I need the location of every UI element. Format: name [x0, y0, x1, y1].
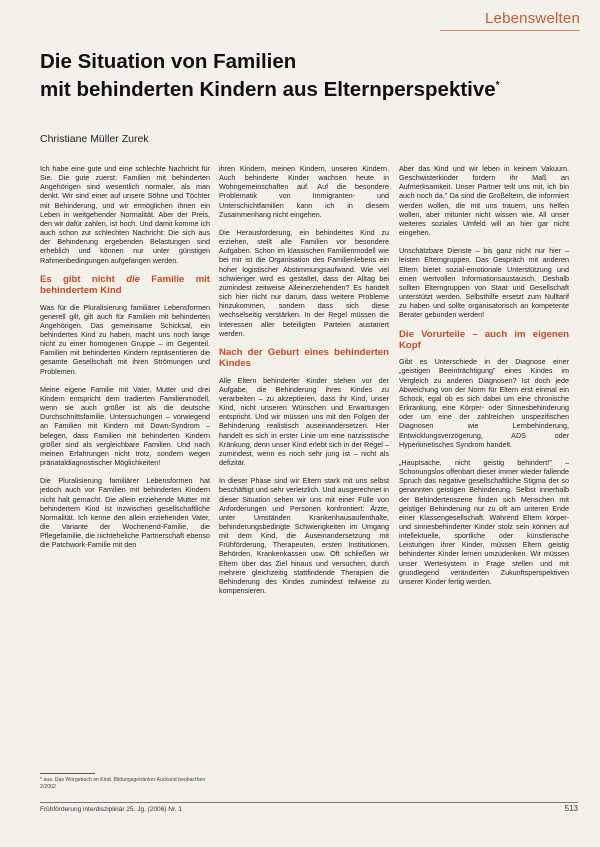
- subheading-emphasis: die: [126, 273, 140, 285]
- text-column-1: [40, 164, 210, 824]
- journal-reference: Frühförderung interdisziplinär 25. Jg. (2006) Nr. 1: [40, 806, 182, 813]
- paragraph: Ich habe eine gute und eine schlechte Nachricht für Sie. Die gute zuerst: Familien mit behinderten Angehörigen sind wesentlich normaler, als man denkt. Wir sind einer auf unsere Söhne und Töchter mit Behinderung, und wir ermöglichen ihnen ein Leben in weitgehender Normalität. Aber der Preis, den wir dafür zahlen, ist hoch. Und damit komme ich auch schon zur schlechten Nachricht: Die sich aus der Behinderung ergebenden Belastungen sind erheblich und können nur unter günstigen Rahmenbedingungen aufgefangen werden.: [40, 164, 210, 265]
- page-number: 513: [564, 804, 578, 813]
- title-line-2: mit behinderten Kindern aus Elternperspektive: [40, 77, 496, 101]
- text-column-3: [399, 164, 569, 824]
- article-title: [40, 50, 580, 102]
- paragraph: Was für die Pluralisierung familiärer Lebensformen generell gilt, gilt auch für Familien mit behinderten Angehörigen. Das gemeinsame Schicksal, ein behindertes Kind zu haben, macht uns noch lange nicht zu einer homogenen Gruppe – im Gegenteil. Familien mit behinderten Kindern repräsentieren die gesamte Gesellschaft mit ihren Strömungen und Problemen.: [40, 302, 210, 376]
- paragraph: „Hauptsache, nicht geistig behindert!" – Schonungslos offenbart dieser immer wieder fallende Spruch das negative gesellschaftliche Stigma der so genannten geistigen Behinderung. Selbst innerhalb der Behindertenszene finden sich Menschen mit geistiger Behinderung nur zu oft am unteren Ende einer Klassengesellschaft. Während Eltern körper- und sinnesbehinderter Kinder stolz sein können auf intellektuelle, sportliche oder künstlerische Leistungen ihrer Kinder, müssen Eltern geistig behinderter Kinder lernen umzudenken. Wir müssen unser Wertesystem in Frage stellen und mit grundlegend veränderten Zukunftsperspektiven unserer Kinder fertig werden.: [399, 457, 569, 586]
- paragraph: ihren Kindern, meinen Kindern, unseren Kindern. Auch behinderte Kinder wachsen heute in Wohngemeinschaften auf. Auf die besondere Problematik von Immigranten- und Unterschichtfamilien kann ich in diesem Zusammenhang nicht eingehen.: [219, 164, 389, 219]
- paragraph: Die Pluralisierung familiärer Lebensformen hat jedoch auch vor Familien mit behinderten Kindern nicht halt gemacht. Die allein erziehende Mutter mit behindertem Kind ist inzwischen gesellschaftliche Normalität. Ich kenne den allein erziehenden Vater, die Variante der Wochenend-Familie, die Pflegefamilie, die nichteheliche Partnerschaft ebenso die Patchwork-Familie mit den: [40, 476, 210, 550]
- paragraph: In dieser Phase sind wir Eltern stark mit uns selbst beschäftigt und sehr verletzlich. Und ausgerechnet in dieser Situation sehen wir uns mit einer Fülle von Anforderungen und Personen konfrontiert: Ärzte, unter Umständen Krankenhausaufenthalte, behinderungsbedingte Schwierigkeiten im Umgang mit dem Kind, die Auseinandersetzung mit Frühförderung, Therapeuten, ersten Institutionen, Behörden, Krankenkassen usw. Oft schließen wir Eltern über das Ziel hinaus und versuchen, durch mehrere gleichzeitig stattfindende Therapien die Behinderung des Kindes zumindest teilweise zu kompensieren.: [219, 476, 389, 596]
- subheading: Nach der Geburt eines behinderten Kindes: [219, 346, 389, 370]
- section-label: Lebenswelten: [485, 10, 580, 27]
- paragraph: Unschätzbare Dienste – bis ganz nicht nur hier – leisten Elterngruppen. Das Gespräch mit anderen Eltern bietet sozial-emotionale Unterstützung und einen wertvollen Informationsaustausch. Deshalb sollten Elterngruppen von Staat und Gesellschaft unterstützt werden. Selbsthilfe ersetzt zum Nulltarif zu haben und sollte organisatorisch an kompetente Berater gebunden werden!: [399, 246, 569, 320]
- title-footnote-mark: *: [495, 80, 500, 91]
- text-column-2: [219, 164, 389, 824]
- subheading-part: Es gibt nicht: [40, 273, 127, 285]
- footnote: * aus: Das Wörgebuch im Kind. Bildungsgetränker Auckand beobacthen 2/2002: [40, 777, 206, 790]
- paragraph: Die Herausforderung, ein behindertes Kind zu erziehen, stellt alle Familien vor besondere Aufgaben. Schon im klassischen Familienmodell wie bei mir ist die Organisation des Familienlebens ein hoher logistischer Abstimmungsaufwand. Wie viel schwieriger wird es gestaltet, dass der Alltag bei zumindest zeitweise Alleinerziehenden? Es handelt sich hier nicht nur darum, dass weitere Probleme hinzukommen, sondern dass sich diese wechselseitig verstärken. In der Regel müssen die Interessen aller beteiligten Parteien austariert werden.: [219, 227, 389, 338]
- author-name: Christiane Müller Zurek: [40, 133, 149, 145]
- subheading: Die Vorurteile – auch im eigenen Kopf: [399, 328, 569, 351]
- subheading: [40, 274, 210, 297]
- title-line-1: Die Situation von Familien: [40, 50, 297, 73]
- paragraph: Gibt es Unterschiede in der Diagnose einer „geistigen Beeinträchtigung" eines Kindes im Vergleich zu anderen Diagnosen? Ist doch jede Abweichung von der Norm für Eltern erst einmal ein Schock, egal ob es sich dabei um eine chronische Erkrankung, eine Körper- oder Sinnesbehinderung oder um eine der zahlreichen unspezifischen Diagnosen wie Lernbehinderung, Entwicklungsverzögerung, ADS oder Hyperkinetisches Syndrom handelt.: [399, 357, 569, 449]
- subheading-part: Familie mit behindertem Kind: [40, 273, 210, 297]
- footnote-rule: [40, 773, 95, 774]
- paragraph: Meine eigene Familie mit Vater, Mutter und drei Kindern entspricht dem tradierten Familienmodell, wenn sie auch größer ist als die deutsche Durchschnittsfamilie. Untersuchungen – vorwiegend an Familien mit Kindern mit Down-Syndrom – belegen, dass Familien mit behinderten Kindern größer sind als vergleichbare Familien. Und nach meinen Erfahrungen nicht trotz, sondern wegen pränataldiagnostischer Möglichkeiten!: [40, 384, 210, 468]
- footer-rule: [40, 802, 578, 803]
- paragraph: Aber das Kind und wir leben in keinem Vakuum. Geschwisterkinder fordern ihr Maß an Aufmerksamkeit. Unser Partner teilt uns mit, ich bin auch noch da." Da sind die Großeltern, die informiert werden wollen, die mit uns trauern, uns helfen wollen, aber mitunter nicht wissen wie. All unser weiteres soziales Umfeld will an hier gar nicht eingehen.: [399, 164, 569, 238]
- paragraph: Alle Eltern behinderter Kinder stehen vor der Aufgabe, die Behinderung ihres Kindes zu verarbeiten – zu akzeptieren, dass ihr Kind, unser Kind, nicht unseren Wünschen und Erwartungen entspricht. Und wir müssen uns mit den Folgen der Behinderung realistisch auseinandersetzen. Hier handelt es sich in erster Linie um eine narzisstische Kränkung, denn unser Kind erlebt sich in der Regel – zumindest, wenn es noch sehr jung ist – nicht als defizitär.: [219, 375, 389, 468]
- section-rule: [440, 30, 580, 31]
